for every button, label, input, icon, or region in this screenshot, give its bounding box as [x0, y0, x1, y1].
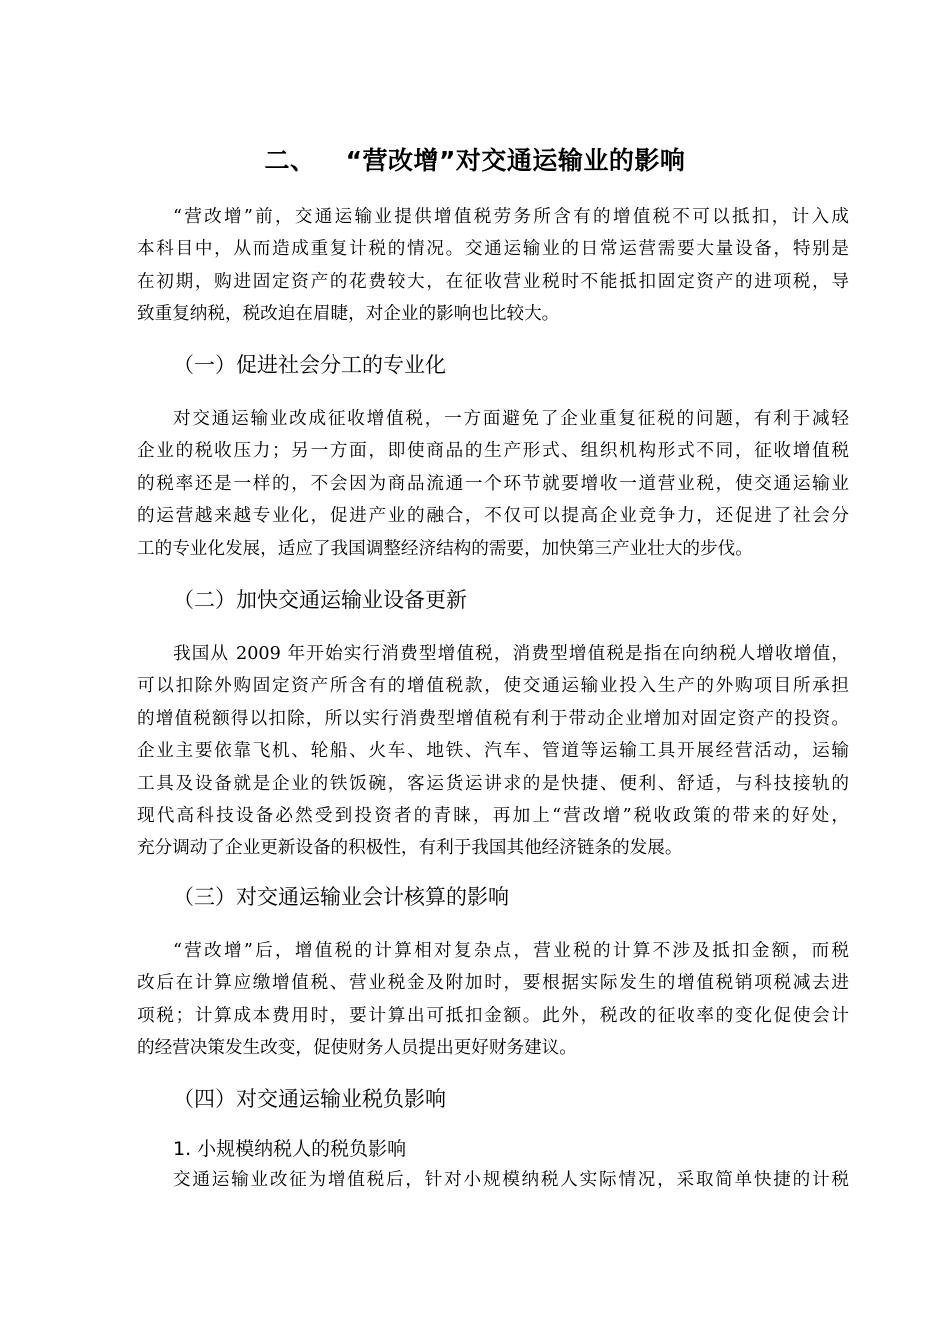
subsection-4-paragraph [137, 1164, 849, 1196]
paragraph-line: 我国从 2009 年开始实行消费型增值税，消费型增值税是指在向纳税人增收增值， [173, 644, 849, 664]
section-number: 二、 [264, 146, 316, 175]
subsection-heading-1: （一）促进社会分工的专业化 [173, 353, 446, 377]
subsection-heading-4: （四）对交通运输业税负影响 [173, 1087, 446, 1111]
paragraph-line: 工具及设备就是企业的铁饭碗，客运货运讲求的是快捷、便利、舒适，与科技接轨的 [137, 773, 849, 794]
paragraph-line: “营改增”前，交通运输业提供增值税劳务所含有的增值税不可以抵扣，计入成 [173, 207, 849, 227]
paragraph-line: 项税；计算成本费用时，要计算出可抵扣金额。此外，税改的征收率的变化促使会计 [137, 1005, 849, 1026]
subsection-2-paragraph [137, 638, 849, 865]
paragraph-line: 企业的税收压力；另一方面，即使商品的生产形式、组织机构形式不同，征收增值税 [137, 441, 849, 462]
paragraph-line: 企业主要依靠飞机、轮船、火车、地铁、汽车、管道等运输工具开展经营活动，运输 [137, 741, 849, 762]
paragraph-line: 的增值税额得以扣除，所以实行消费型增值税有利于带动企业增加对固定资产的投资。 [137, 708, 849, 729]
paragraph-line: “营改增”后，增值税的计算相对复杂点，营业税的计算不涉及抵扣金额，而税 [173, 941, 849, 961]
paragraph-line: 致重复纳税，税改迫在眉睫，对企业的影响也比较大。 [137, 304, 560, 325]
paragraph-line: 在初期，购进固定资产的花费较大，在征收营业税时不能抵扣固定资产的进项税，导 [137, 271, 849, 292]
paragraph-line: 的经营决策发生改变，促使财务人员提出更好财务建议。 [137, 1038, 577, 1059]
subsection-3-paragraph [137, 935, 849, 1065]
section-title-text: “营改增”对交通运输业的影响 [345, 146, 686, 175]
paragraph-line: 的运营越来越专业化，促进产业的融合，不仅可以提高企业竞争力，还促进了社会分 [137, 506, 849, 527]
paragraph-line: 交通运输业改征为增值税后，针对小规模纳税人实际情况，采取简单快捷的计税 [173, 1170, 849, 1190]
paragraph-line: 充分调动了企业更新设备的积极性，有利于我国其他经济链条的发展。 [137, 838, 683, 859]
paragraph-line: 工的专业化发展，适应了我国调整经济结构的需要，加快第三产业壮大的步伐。 [137, 538, 753, 559]
paragraph-line: 的税率还是一样的，不会因为商品流通一个环节就要增收一道营业税，使交通运输业 [137, 473, 849, 494]
subsection-4-subheading: 1. 小规模纳税人的税负影响 [173, 1138, 407, 1160]
paragraph-line: 现代高科技设备必然受到投资者的青睐，再加上“营改增”税收政策的带来的好处， [137, 806, 849, 827]
intro-paragraph [137, 201, 849, 331]
subsection-heading-3: （三）对交通运输业会计核算的影响 [173, 885, 509, 909]
subsection-1-paragraph [137, 403, 849, 565]
paragraph-line: 可以扣除外购固定资产所含有的增值税款，使交通运输业投入生产的外购项目所承担 [137, 676, 849, 697]
paragraph-line: 对交通运输业改成征收增值税，一方面避免了企业重复征税的问题，有利于减轻 [173, 409, 849, 429]
section-title [0, 143, 950, 179]
paragraph-line: 改后在计算应缴增值税、营业税金及附加时，要根据实际发生的增值税销项税减去进 [137, 973, 849, 994]
subsection-heading-2: （二）加快交通运输业设备更新 [173, 588, 467, 612]
paragraph-line: 本科目中，从而造成重复计税的情况。交通运输业的日常运营需要大量设备，特别是 [137, 239, 849, 260]
